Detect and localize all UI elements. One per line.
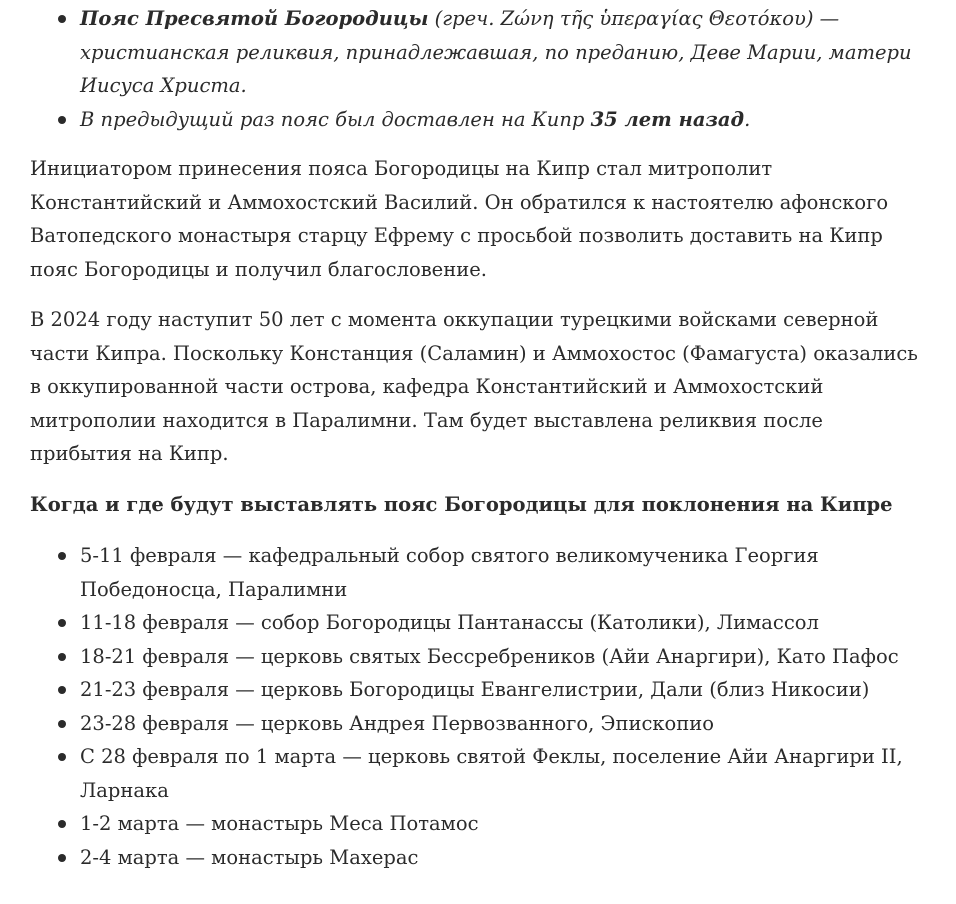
schedule-entry: 1-2 марта — монастырь Меса Потамос	[80, 812, 479, 835]
list-item	[30, 606, 928, 640]
schedule-heading: Когда и где будут выставлять пояс Богородицы для поклонения на Кипре	[30, 492, 893, 516]
list-item	[30, 640, 928, 674]
schedule-entry: 21-23 февраля — церковь Богородицы Евангелистрии, Дали (близ Никосии)	[80, 678, 870, 701]
schedule-entry: 23-28 февраля — церковь Андрея Первозванного, Эпископио	[80, 711, 715, 735]
intro-list	[30, 2, 928, 136]
list-item	[30, 807, 928, 841]
previous-visit-text: В предыдущий раз пояс был доставлен на Кипр	[80, 107, 591, 131]
bullet-icon	[58, 15, 66, 23]
list-item	[30, 841, 928, 875]
schedule-entry: 5-11 февраля — кафедральный собор святого великомученика Георгия Победоносца, Паралимни	[80, 544, 819, 601]
relic-description: (греч. Ζώνη τῆς ὑπεραγίας Θεοτόκου) — христианская реликвия, принадлежавшая, по преданию, Деве Марии, матери Иисуса Христа.	[80, 7, 912, 97]
bullet-icon	[58, 552, 66, 560]
schedule-entry: 2-4 марта — монастырь Махерас	[80, 845, 419, 869]
list-item	[30, 539, 928, 606]
list-item	[30, 103, 928, 137]
previous-visit-years: 35 лет назад	[590, 107, 745, 131]
previous-visit-end: .	[744, 107, 751, 131]
bullet-icon	[58, 619, 66, 627]
relic-name: Пояс Пресвятой Богородицы	[80, 7, 429, 30]
schedule-list	[30, 539, 928, 874]
paragraph-initiator: Инициатором принесения пояса Богородицы на Кипр стал митрополит Константийский и Аммохостский Василий. Он обратился к настоятелю афонского Ватопедского монастыря старцу Ефрему с просьбой позволить доставить на Кипр пояс Богородицы и получил благословение.	[30, 157, 889, 281]
bullet-icon	[58, 686, 66, 694]
bullet-icon	[58, 720, 66, 728]
bullet-icon	[58, 820, 66, 828]
schedule-entry: 18-21 февраля — церковь святых Бессребреников (Айи Анаргири), Като Пафос	[80, 644, 899, 668]
list-item	[30, 740, 928, 807]
bullet-icon	[58, 116, 66, 124]
list-item	[30, 673, 928, 707]
bullet-icon	[58, 653, 66, 661]
bullet-icon	[58, 854, 66, 862]
schedule-entry: 11-18 февраля — собор Богородицы Пантанассы (Католики), Лимассол	[80, 611, 819, 634]
list-item	[30, 2, 928, 103]
list-item	[30, 707, 928, 741]
bullet-icon	[58, 753, 66, 761]
paragraph-occupation: В 2024 году наступит 50 лет с момента оккупации турецкими войсками северной части Кипра. Поскольку Констанция (Саламин) и Аммохостос (Фамагуста) оказались в оккупированной части острова, кафедра Константийский и Аммохостский митрополии находится в Паралимни. Там будет выставлена реликвия после прибытия на Кипр.	[30, 308, 918, 465]
schedule-entry: С 28 февраля по 1 марта — церковь святой Феклы, поселение Айи Анаргири II, Ларнака	[80, 745, 903, 802]
